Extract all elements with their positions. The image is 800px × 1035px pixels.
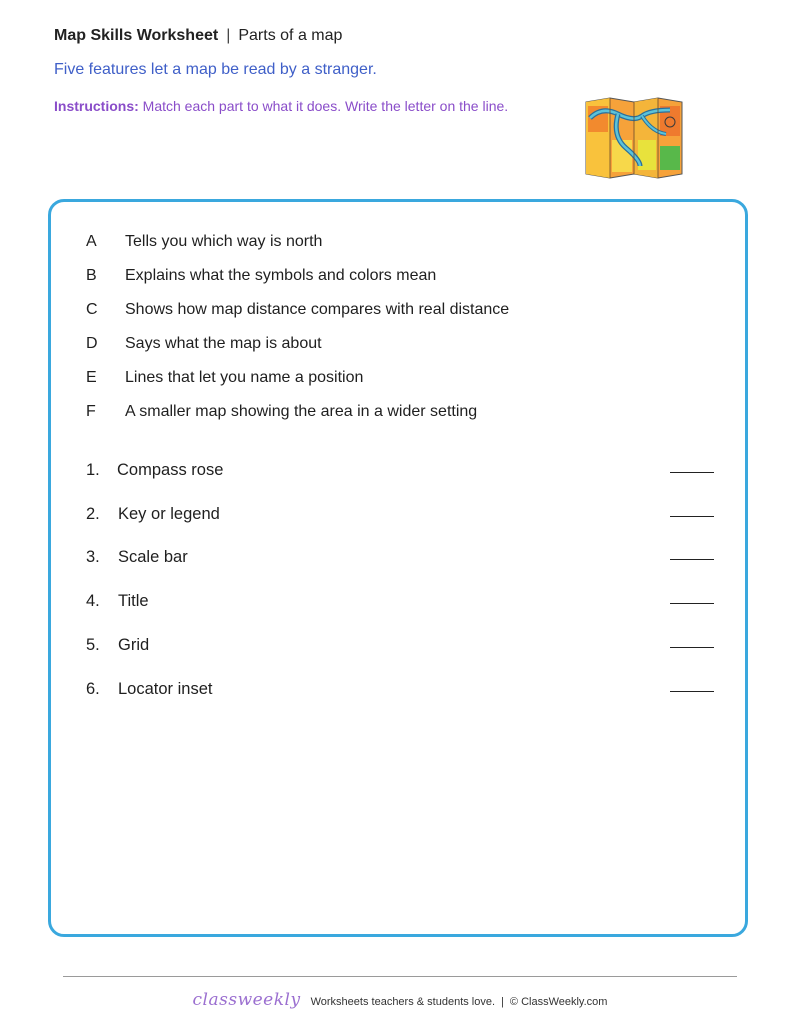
term-label: Scale bar [118, 548, 188, 566]
term-number: 5. [86, 636, 100, 654]
instructions-label: Instructions: [54, 98, 139, 114]
term-label: Key or legend [118, 505, 220, 523]
worksheet-header [54, 27, 342, 45]
answer-blank[interactable] [670, 559, 714, 560]
term-row-1 [86, 461, 714, 485]
instructions-text: Match each part to what it does. Write the letter on the line. [142, 98, 509, 114]
page-footer [0, 990, 800, 1010]
term-label: Title [118, 592, 149, 610]
term-number: 2. [86, 505, 100, 523]
header-separator: | [226, 27, 231, 44]
definition-letter: F [86, 403, 96, 420]
answer-blank[interactable] [670, 516, 714, 517]
definition-letter: E [86, 369, 97, 386]
definition-text: Shows how map distance compares with real distance [125, 301, 510, 318]
footer-separator: | [501, 996, 504, 1008]
folded-map-icon [582, 96, 686, 180]
definition-text: Explains what the symbols and colors mean [125, 267, 437, 284]
term-row-6 [86, 680, 714, 704]
term-number: 3. [86, 548, 100, 566]
answer-blank[interactable] [670, 472, 714, 473]
worksheet-subtitle: Five features let a map be read by a stranger. [54, 61, 377, 78]
term-row-4 [86, 592, 714, 616]
footer-divider [63, 976, 737, 977]
answer-blank[interactable] [670, 603, 714, 604]
term-row-2 [86, 505, 714, 529]
term-number: 1. [86, 461, 100, 479]
definition-letter: C [86, 301, 98, 318]
instructions [54, 98, 508, 114]
definition-letter: A [86, 233, 97, 250]
definition-text: Says what the map is about [125, 335, 322, 352]
footer-copyright: © ClassWeekly.com [509, 996, 608, 1008]
definition-letter: D [86, 335, 98, 352]
worksheet-topic: Parts of a map [238, 27, 343, 44]
answer-blank[interactable] [670, 647, 714, 648]
worksheet-title: Map Skills Worksheet [54, 27, 219, 44]
term-label: Compass rose [117, 461, 224, 479]
term-row-5 [86, 636, 714, 660]
definition-text: A smaller map showing the area in a wider setting [125, 403, 478, 420]
term-label: Locator inset [118, 680, 213, 698]
term-row-3 [86, 548, 714, 572]
term-number: 6. [86, 680, 100, 698]
answer-blank[interactable] [670, 691, 714, 692]
definition-text: Tells you which way is north [125, 233, 323, 250]
term-number: 4. [86, 592, 100, 610]
definition-text: Lines that let you name a position [125, 369, 364, 386]
brand-logo: classweekly [192, 990, 301, 1010]
term-label: Grid [118, 636, 150, 654]
definition-letter: B [86, 267, 97, 284]
footer-tagline: Worksheets teachers & students love. [310, 996, 496, 1008]
